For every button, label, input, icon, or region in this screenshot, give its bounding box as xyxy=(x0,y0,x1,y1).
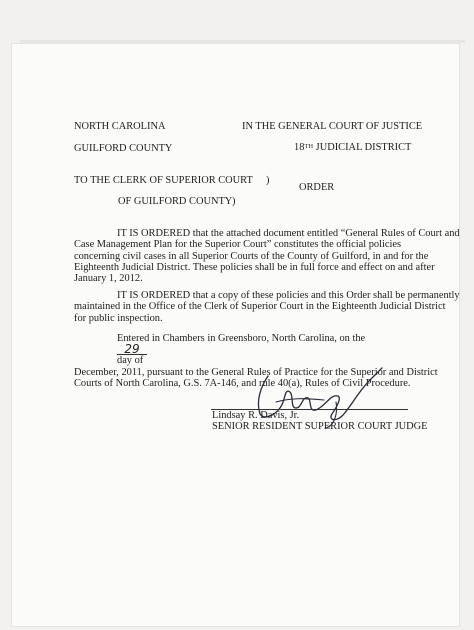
addressee-paren2: ) xyxy=(232,196,236,207)
paragraph-line: concerning civil cases in all Superior Courts of the County of Guilford, in and for the xyxy=(74,250,429,262)
caption-court: IN THE GENERAL COURT OF JUSTICE xyxy=(242,121,423,132)
signer-name: Lindsay R. Davis, Jr. xyxy=(212,410,300,421)
addressee-paren1: ) xyxy=(266,175,270,186)
paragraph-line: IT IS ORDERED that a copy of these policies and this Order shall be permanently xyxy=(117,290,460,301)
entered-text-after: day of xyxy=(117,355,144,367)
caption-county: GUILFORD COUNTY xyxy=(74,143,173,154)
addressee-line1: TO THE CLERK OF SUPERIOR COURT xyxy=(74,175,253,186)
order-title: ORDER xyxy=(299,182,335,193)
paragraph-line: December, 2011, pursuant to the General Rules of Practice for the Superior and District xyxy=(74,366,438,378)
addressee-line2: OF GUILFORD COUNTY xyxy=(118,196,233,207)
paragraph-line: January 1, 2012. xyxy=(74,273,143,285)
paragraph-line: Eighteenth Judicial District. These policies shall be in full force and effect on and after xyxy=(74,261,435,273)
entered-text: Entered in Chambers in Greensboro, North Carolina, on the xyxy=(117,333,366,344)
paper-edge xyxy=(20,40,465,43)
caption-state: NORTH CAROLINA xyxy=(74,121,166,132)
paragraph-line: IT IS ORDERED that the attached document entitled “General Rules of Court and xyxy=(117,228,460,239)
order-paragraph-2 xyxy=(74,290,460,324)
order-paragraph-1 xyxy=(74,228,460,284)
district-suffix: TH xyxy=(304,143,314,150)
paragraph-line: Case Management Plan for the Superior Court” constitutes the official policies xyxy=(74,239,402,251)
caption-district xyxy=(294,142,411,154)
district-number: 18 xyxy=(294,142,305,153)
paragraph-line: Courts of North Carolina, G.S. 7A-146, and rule 40(a), Rules of Civil Procedure. xyxy=(74,377,411,389)
district-label: JUDICIAL DISTRICT xyxy=(313,142,412,153)
signer-title: SENIOR RESIDENT SUPERIOR COURT JUDGE xyxy=(212,421,428,432)
handwritten-day: 29 xyxy=(117,344,147,355)
paragraph-line: for public inspection. xyxy=(74,312,163,324)
paragraph-line: maintained in the Office of the Clerk of Superior Court in the Eighteenth Judicial District xyxy=(74,301,446,313)
